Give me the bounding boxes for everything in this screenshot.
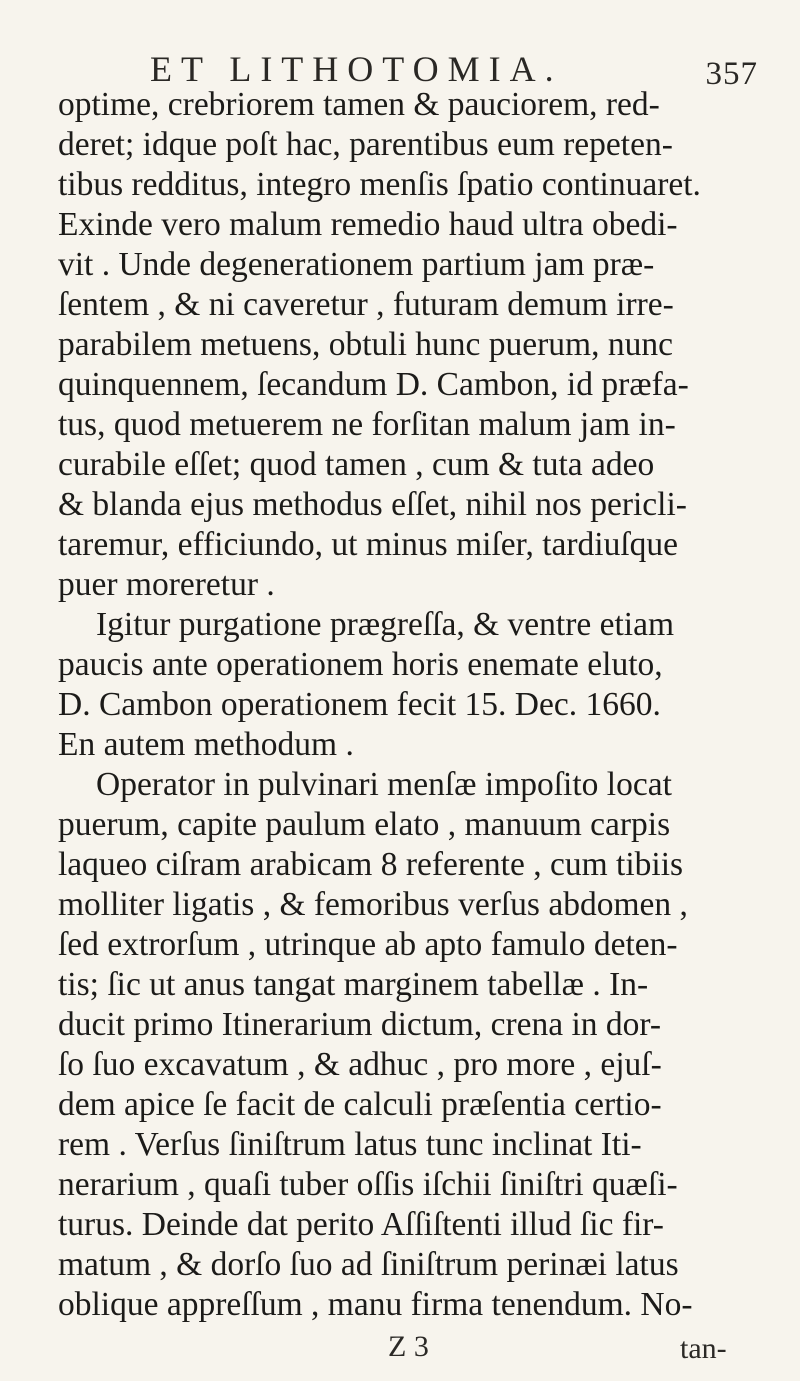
text-line: oblique appreſſum , manu firma tenendum. No-: [58, 1286, 693, 1323]
text-line: ſentem , & ni caveretur , futuram demum irre-: [58, 286, 674, 323]
text-line: paucis ante operationem horis enemate eluto,: [58, 646, 663, 683]
text-line: taremur, efficiundo, ut minus miſer, tardiuſque: [58, 526, 679, 563]
text-line: deret; idque poſt hac, parentibus eum repeten-: [58, 126, 673, 163]
text-line: rem . Verſus ſiniſtrum latus tunc inclinat Iti-: [58, 1126, 642, 1163]
text-line: tis; ſic ut anus tangat marginem tabellæ . In-: [58, 966, 649, 1003]
text-line: Exinde vero malum remedio haud ultra obedi-: [58, 206, 678, 243]
text-line: ſo ſuo excavatum , & adhuc , pro more , ejuſ-: [58, 1046, 662, 1083]
text-line: laqueo ciſram arabicam 8 referente , cum tibiis: [58, 846, 684, 883]
text-line: turus. Deinde dat perito Aſſiſtenti illud ſic fir-: [58, 1206, 664, 1243]
text-line: quinquennem, ſecandum D. Cambon, id præfa-: [58, 366, 689, 403]
page-footer: [0, 1330, 800, 1370]
text-line: dem apice ſe facit de calculi præſentia certio-: [58, 1086, 662, 1123]
text-line: nerarium , quaſi tuber oſſis iſchii ſiniſtri quæſi-: [58, 1166, 678, 1203]
text-line: optime, crebriorem tamen & pauciorem, red-: [58, 86, 660, 123]
page-header: [150, 48, 770, 90]
text-line: Operator in pulvinari menſæ impoſito locat: [96, 766, 672, 803]
text-line: molliter ligatis , & femoribus verſus abdomen ,: [58, 886, 688, 923]
text-line: En autem methodum .: [58, 726, 354, 763]
text-line: matum , & dorſo ſuo ad ſiniſtrum perinæi latus: [58, 1246, 679, 1283]
text-line: curabile eſſet; quod tamen , cum & tuta adeo: [58, 446, 655, 483]
text-line: D. Cambon operationem fecit 15. Dec. 1660.: [58, 686, 661, 723]
text-line: puerum, capite paulum elato , manuum carpis: [58, 806, 671, 843]
text-line: & blanda ejus methodus eſſet, nihil nos pericli-: [58, 486, 687, 523]
text-line: ducit primo Itinerarium dictum, crena in dor-: [58, 1006, 662, 1043]
text-line: parabilem metuens, obtuli hunc puerum, nunc: [58, 326, 673, 363]
catchword: tan-: [680, 1332, 727, 1365]
text-line: tibus redditus, integro menſis ſpatio continuaret.: [58, 166, 701, 203]
page-number: 357: [705, 56, 758, 92]
signature-mark: Z 3: [388, 1330, 429, 1363]
running-head: ET LITHOTOMIA.: [150, 49, 563, 89]
text-line: vit . Unde degenerationem partium jam præ-: [58, 246, 655, 283]
text-line: ſed extrorſum , utrinque ab apto famulo deten-: [58, 926, 678, 963]
text-line: puer moreretur .: [58, 566, 275, 603]
text-line: Igitur purgatione prægreſſa, & ventre etiam: [96, 606, 675, 643]
text-line: tus, quod metuerem ne forſitan malum jam in-: [58, 406, 676, 443]
